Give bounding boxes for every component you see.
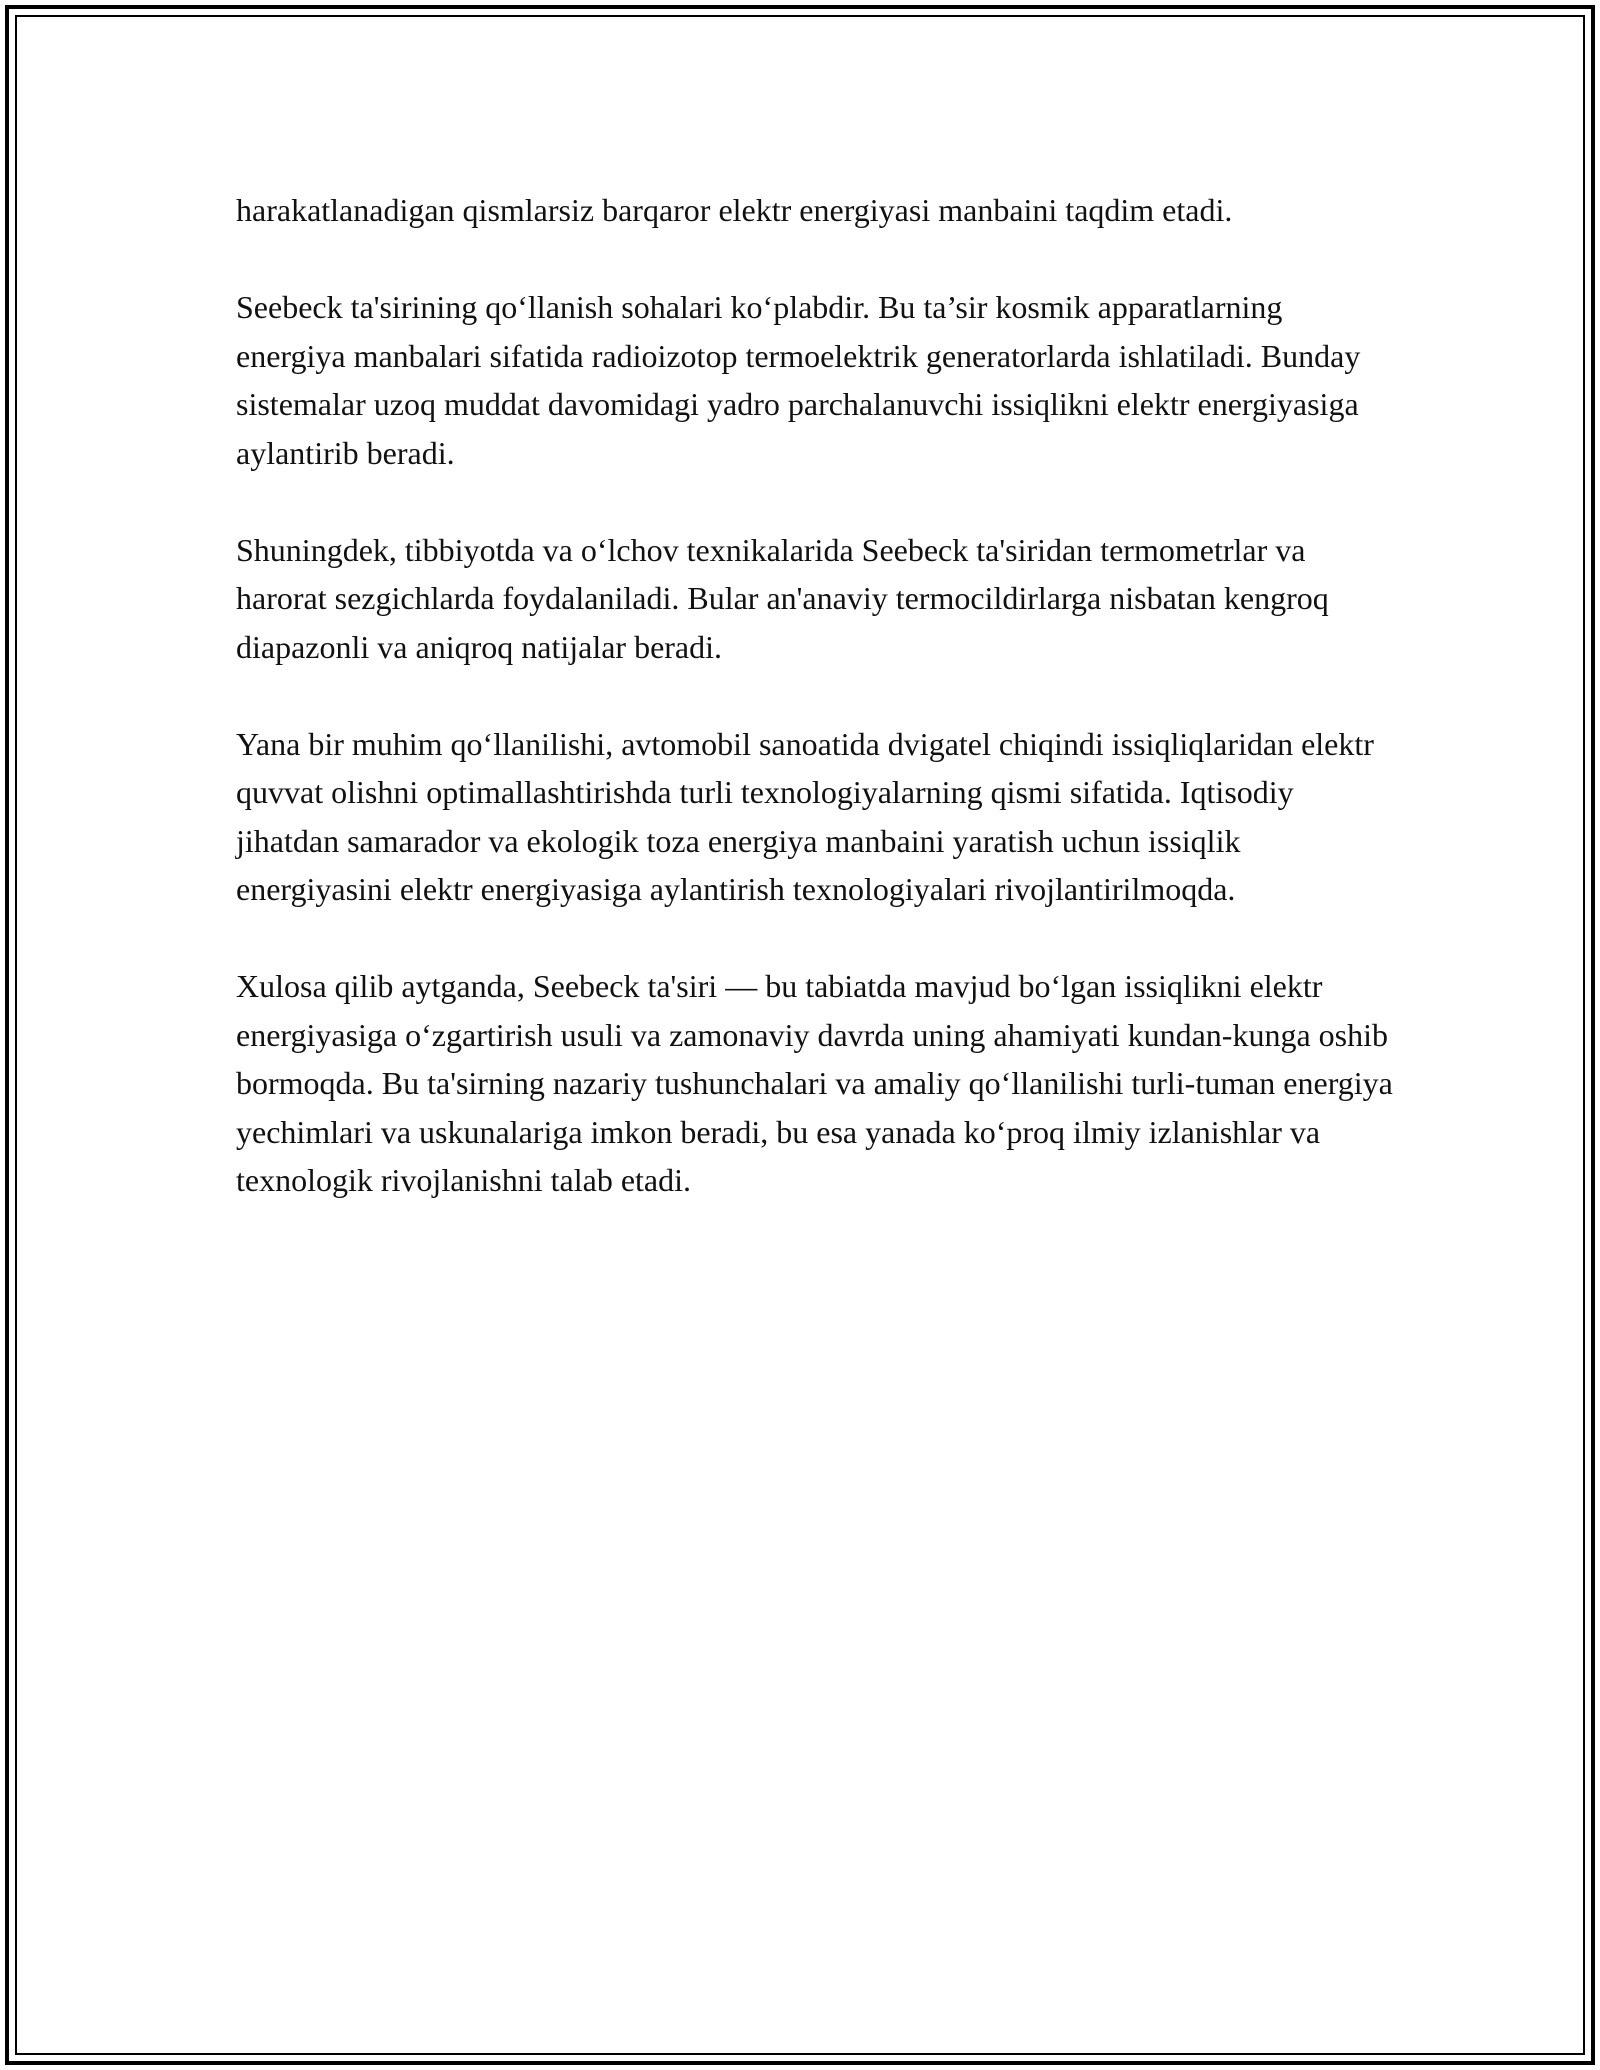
document-body	[236, 186, 1396, 1253]
paragraph-1: harakatlanadigan qismlarsiz barqaror elektr energiyasi manbaini taqdim etadi.	[236, 192, 1233, 228]
paragraph-4: Yana bir muhim qo‘llanilishi, avtomobil sanoatida dvigatel chiqindi issiqliqlaridan elektr quvvat olishni optimallashtirishda turli texnologiyalarning qismi sifatida. Iqtisodiy jihatdan samarador va ekologik toza energiya manbaini yaratish uchun issiqlik energiyasini elektr energiyasiga aylantirish texnologiyalari rivojlantirilmoqda.	[236, 725, 1374, 907]
paragraph-3: Shuningdek, tibbiyotda va o‘lchov texnikalarida Seebeck ta'siridan termometrlar va harorat sezgichlarda foydalaniladi. Bular an'anaviy termocildirlarga nisbatan kengroq diapazonli va aniqroq natijalar beradi.	[236, 531, 1329, 665]
paragraph-2: Seebeck ta'sirining qo‘llanish sohalari ko‘plabdir. Bu ta’sir kosmik apparatlarning energiya manbalari sifatida radioizotop termoelektrik generatorlarda ishlatiladi. Bunday sistemalar uzoq muddat davomidagi yadro parchalanuvchi issiqlikni elektr energiyasiga aylantirib beradi.	[236, 289, 1361, 471]
paragraph-5: Xulosa qilib aytganda, Seebeck ta'siri — bu tabiatda mavjud bo‘lgan issiqlikni elektr energiyasiga o‘zgartirish usuli va zamonaviy davrda uning ahamiyati kundan-kunga oshib bormoqda. Bu ta'sirning nazariy tushunchalari va amaliy qo‘llanilishi turli-tuman energiya yechimlari va uskunalariga imkon beradi, bu esa yanada ko‘proq ilmiy izlanishlar va texnologik rivojlanishni talab etadi.	[236, 968, 1393, 1198]
